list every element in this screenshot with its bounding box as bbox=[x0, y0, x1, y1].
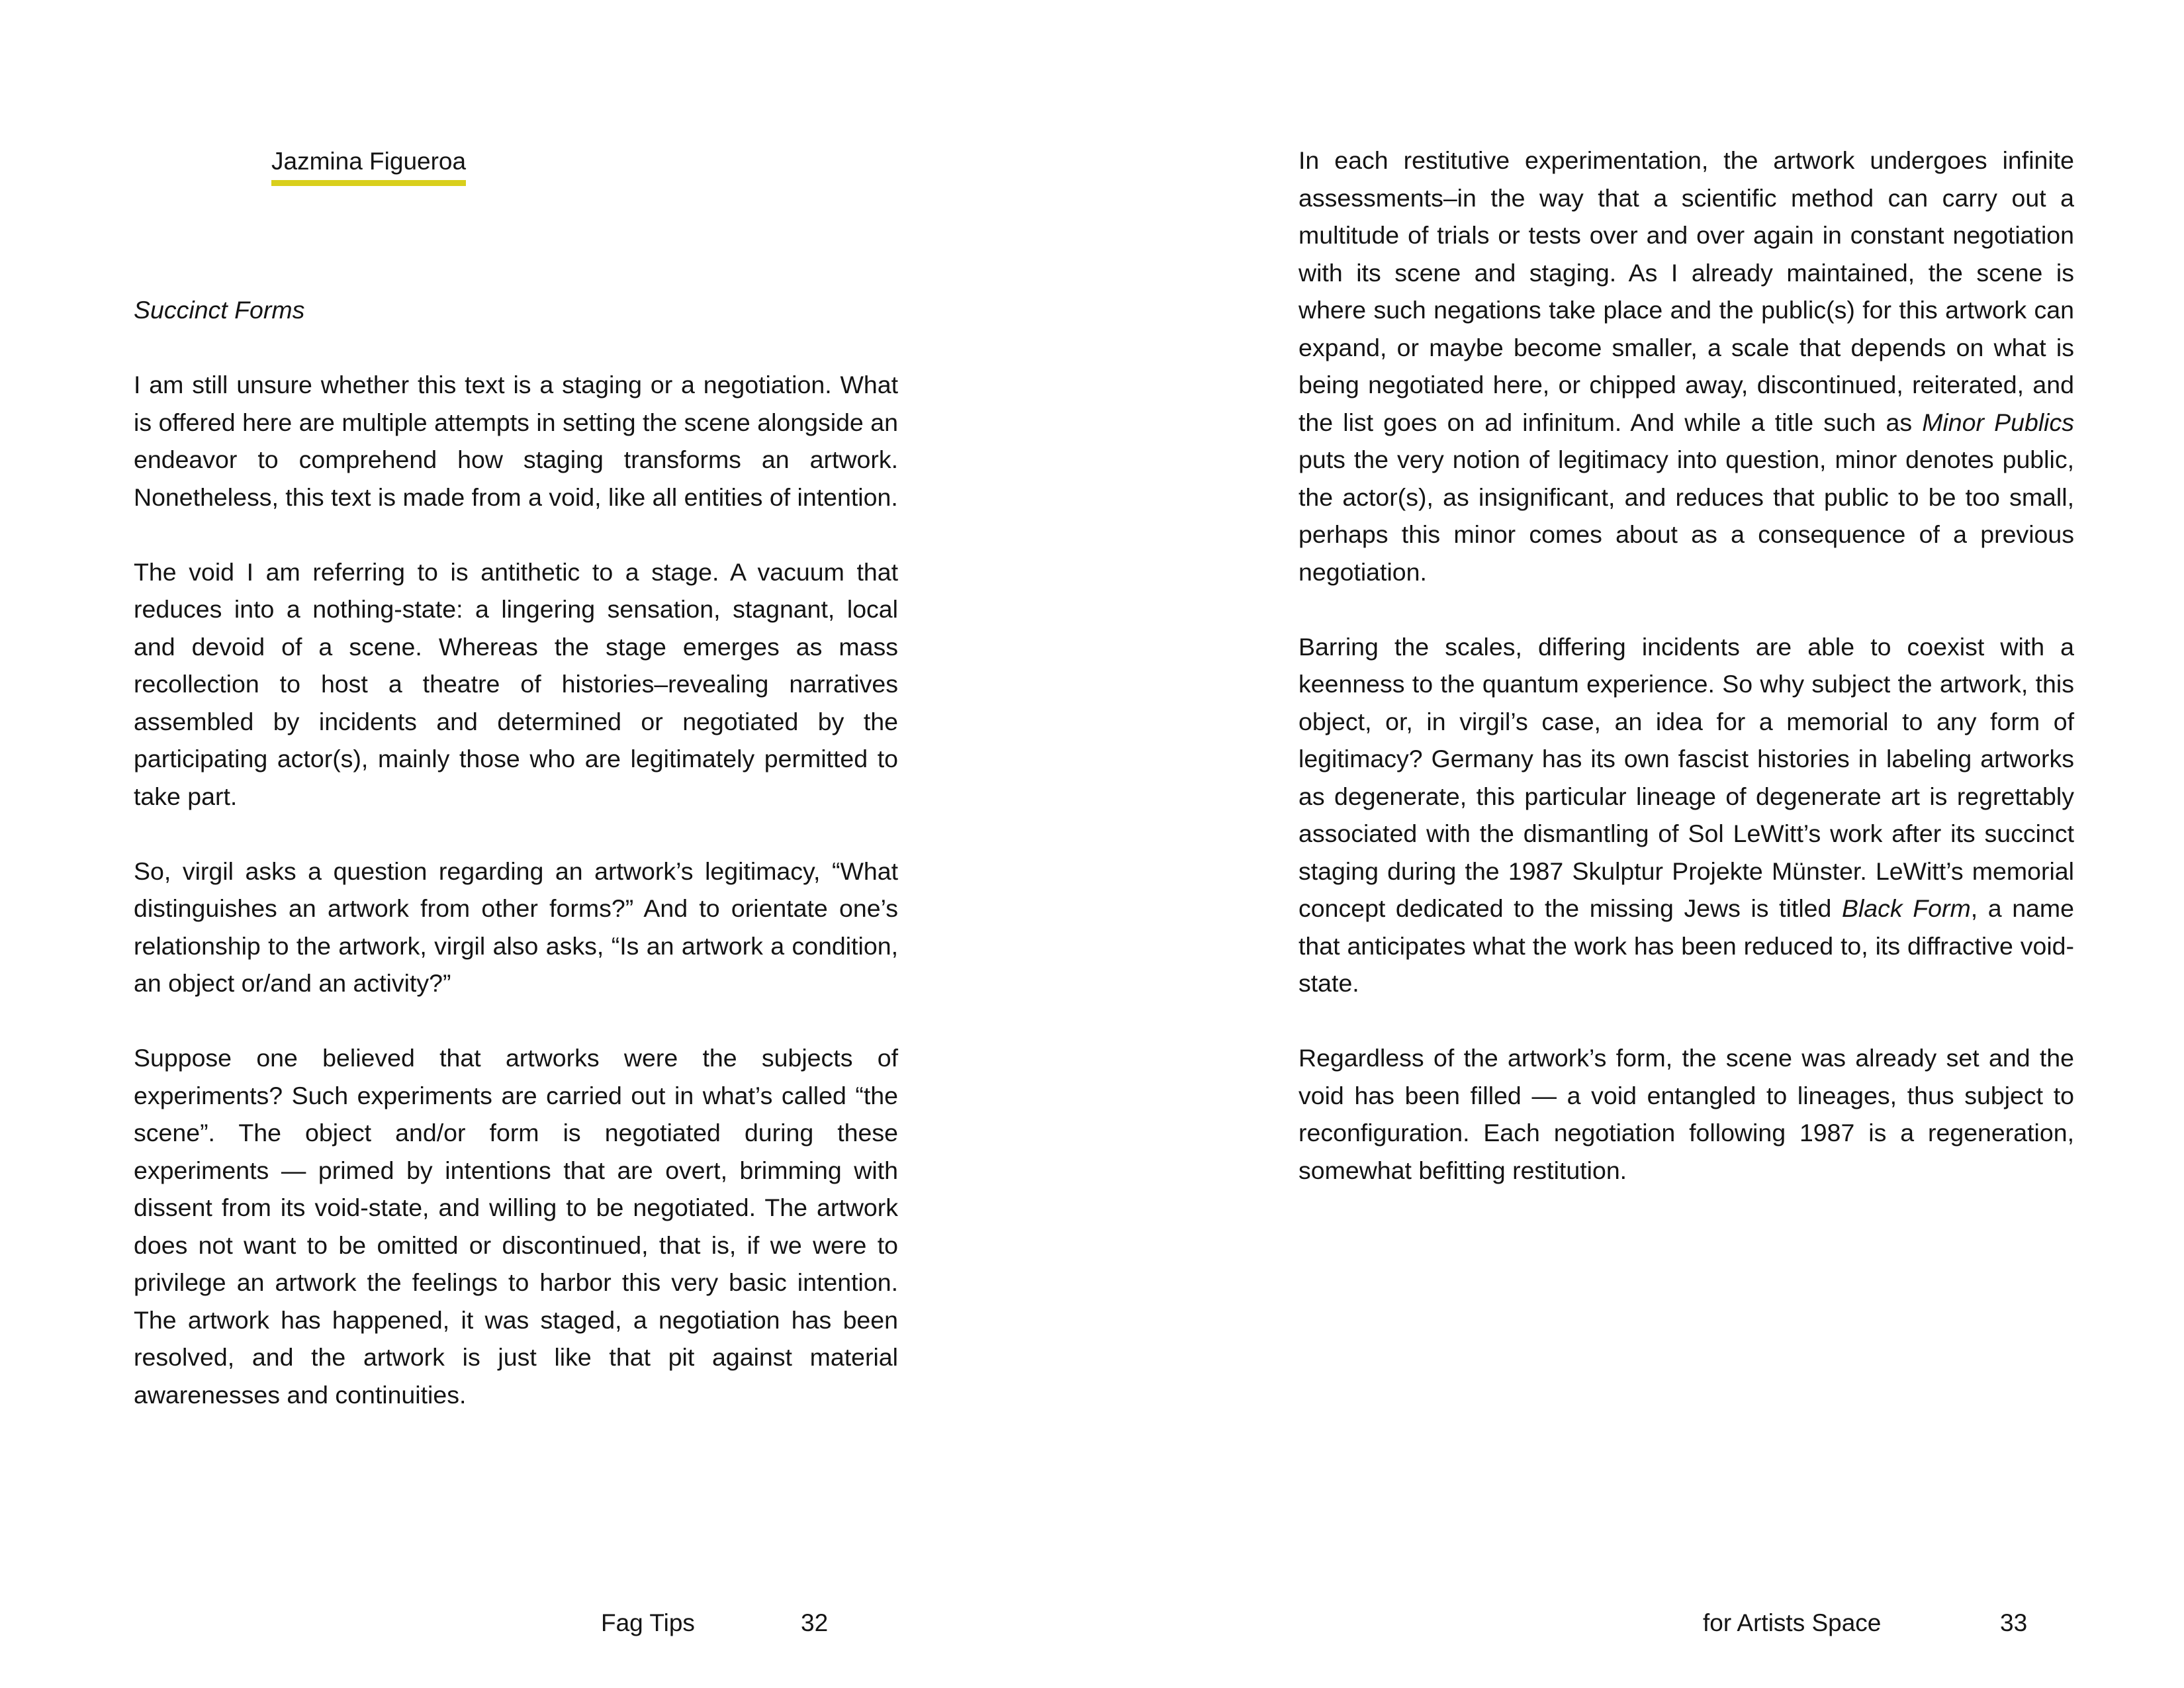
right-text-column bbox=[1298, 142, 2074, 1227]
paragraph: I am still unsure whether this text is a staging or a negotiation. What is offered here are multiple attempts in setting the scene alongside an endeavor to comprehend how staging transforms an artwork. Nonetheless, this text is made from a void, like all entities of intention. bbox=[134, 371, 898, 511]
footer-title: Fag Tips bbox=[601, 1609, 695, 1636]
paragraph-text: Barring the scales, differing incidents are able to coexist with a keenness to the quantum experience. So why subject the artwork, this object, or, in virgil’s case, an idea for a memorial to any form of legitimacy? Germany has its own fascist histories in labeling artworks as degenerate, this particular lineage of degenerate art is regrettably associated with the dismantling of Sol LeWitt’s work after its succinct staging during the 1987 Skulptur Projekte Münster. LeWitt’s memorial concept dedicated to the missing Jews is titled bbox=[1298, 632, 2074, 922]
paragraph: Suppose one believed that artworks were the subjects of experiments? Such experiments are carried out in what’s called “the scene”. The object and/or form is negotiated during these experiments — primed by intentions that are overt, brimming with dissent from its void-state, and willing to be negotiated. The artwork does not want to be omitted or discontinued, that is, if we were to privilege an artwork the feelings to harbor this very basic intention. The artwork has happened, it was staged, a negotiation has been resolved, and the artwork is just like that pit against material awarenesses and continuities. bbox=[134, 1044, 898, 1409]
page-number: 33 bbox=[2000, 1609, 2028, 1636]
author-name: Jazmina Figueroa bbox=[271, 144, 466, 186]
paragraph-text: Regardless of the artwork’s form, the scene was already set and the void has been filled — a void entangled to lineages, thus subject to reconfiguration. Each negotiation following 1987 is a regeneration, somewhat befitting restitution. bbox=[1298, 1044, 2074, 1184]
left-text-column bbox=[134, 291, 898, 1451]
paragraph: The void I am referring to is antithetic to a stage. A vacuum that reduces into a nothing-state: a lingering sensation, stagnant, local and devoid of a scene. Whereas the stage emerges as mass recollection to host a theatre of histories–revealing narratives assembled by incidents and determined or negotiated by the participating actor(s), mainly those who are legitimately permitted to take part. bbox=[134, 557, 898, 810]
section-title: Succinct Forms bbox=[134, 296, 305, 324]
emphasized-title: Minor Publics bbox=[1922, 408, 2074, 436]
emphasized-title: Black Form bbox=[1841, 894, 1971, 922]
paragraph-text: puts the very notion of legitimacy into question, minor denotes public, the actor(s), as insignificant, and reduces that public to be too small, perhaps this minor comes about as a consequence of a previous negotiation. bbox=[1298, 445, 2074, 586]
paragraph-text: , a name that anticipates what the work has been reduced to, its diffractive void-state. bbox=[1298, 894, 2074, 997]
paragraph bbox=[1298, 628, 2074, 1002]
paragraph bbox=[1298, 142, 2074, 590]
footer-title: for Artists Space bbox=[1703, 1609, 1882, 1636]
right-page bbox=[1092, 0, 2184, 1688]
paragraph-text: In each restitutive experimentation, the artwork undergoes infinite assessments–in the way that a scientific method can carry out a multitude of trials or tests over and over again in constant negotiation with its scene and staging. As I already maintained, the scene is where such negations take place and the public(s) for this artwork can expand, or maybe become smaller, a scale that depends on what is being negotiated here, or chipped away, discontinued, reiterated, and the list goes on ad infinitum. And while a title such as bbox=[1298, 146, 2074, 436]
paragraph: So, virgil asks a question regarding an artwork’s legitimacy, “What distinguishes an artwork from other forms?” And to orientate one’s relationship to the artwork, virgil also asks, “Is an artwork a condition, an object or/and an activity?” bbox=[134, 857, 898, 997]
page-number: 32 bbox=[801, 1609, 829, 1636]
paragraph bbox=[1298, 1039, 2074, 1189]
